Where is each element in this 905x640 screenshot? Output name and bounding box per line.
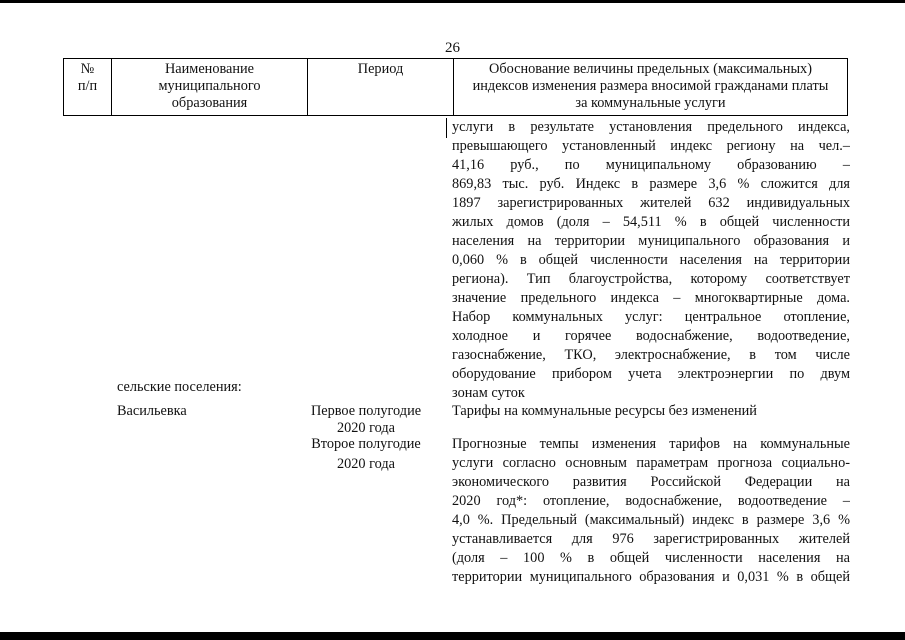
paragraph-line: зонам суток bbox=[452, 385, 525, 401]
paragraph-line: территории муниципального образования и 0,031 % в общей bbox=[452, 569, 850, 585]
paragraph-line: Прогнозные темпы изменения тарифов на коммунальные bbox=[452, 436, 850, 452]
table-header bbox=[63, 58, 848, 116]
paragraph-line: превышающего установленный индекс региону на чел.– bbox=[452, 138, 850, 154]
paragraph-line: 4,0 %. Предельный (максимальный) индекс в размере 3,6 % bbox=[452, 512, 850, 528]
paragraph-line: 1897 зарегистрированных жителей 632 индивидуальных bbox=[452, 195, 850, 211]
header-period-label: Период bbox=[357, 61, 404, 77]
header-name-label: муниципального bbox=[158, 78, 261, 94]
paragraph-line: значение предельного индекса – многоквартирные дома. bbox=[452, 290, 850, 306]
municipality-name: Васильевка bbox=[117, 403, 187, 419]
paragraph-line: населения на территории муниципального образования и bbox=[452, 233, 850, 249]
header-row bbox=[64, 59, 848, 116]
period-line: Первое полугодие bbox=[310, 403, 422, 419]
header-basis-cell bbox=[454, 59, 848, 116]
header-name-label: Наименование bbox=[164, 61, 255, 77]
paragraph-line: региона). Тип благоустройства, которому соответствует bbox=[452, 271, 850, 287]
period-line: 2020 года bbox=[336, 456, 396, 472]
paragraph-line: услуги в результате установления предельного индекса, bbox=[452, 119, 850, 135]
header-number-label: п/п bbox=[77, 78, 98, 94]
header-name-cell bbox=[112, 59, 308, 116]
header-basis-label: Обоснование величины предельных (максимальных) bbox=[489, 61, 812, 77]
period-line: Второе полугодие bbox=[311, 436, 421, 452]
paragraph-line: 41,16 руб., по муниципальному образованию – bbox=[452, 157, 850, 173]
paragraph-line: холодное и горячее водоснабжение, водоотведение, bbox=[452, 328, 850, 344]
paragraph-line: 869,83 тыс. руб. Индекс в размере 3,6 % сложится для bbox=[452, 176, 850, 192]
header-number-cell bbox=[64, 59, 112, 116]
header-basis-label: за коммунальные услуги bbox=[575, 95, 726, 111]
top-border-rule bbox=[0, 0, 905, 3]
section-heading: сельские поселения: bbox=[117, 379, 242, 395]
column-divider bbox=[446, 118, 447, 138]
paragraph-line: услуги согласно основным параметрам прогноза социально- bbox=[452, 455, 850, 471]
header-number-label: № bbox=[80, 61, 95, 77]
paragraph-line: устанавливается для 976 зарегистрированных жителей bbox=[452, 531, 850, 547]
period-line: 2020 года bbox=[336, 420, 396, 436]
paragraph-line: 2020 год*: отопление, водоснабжение, водоотведение – bbox=[452, 493, 850, 509]
header-period-cell bbox=[308, 59, 454, 116]
header-name-label: образования bbox=[171, 95, 248, 111]
header-basis-label: индексов изменения размера вносимой гражданами платы bbox=[472, 78, 829, 94]
paragraph-line: оборудование прибором учета электроэнергии по двум bbox=[452, 366, 850, 382]
bottom-border-rule bbox=[0, 632, 905, 640]
paragraph-line: Набор коммунальных услуг: центральное отопление, bbox=[452, 309, 850, 325]
paragraph-line: экономического развития Российской Федерации на bbox=[452, 474, 850, 490]
basis-first-half: Тарифы на коммунальные ресурсы без изменений bbox=[452, 403, 757, 419]
paragraph-line: 0,060 % в общей численности населения на территории bbox=[452, 252, 850, 268]
paragraph-line: газоснабжение, ТКО, электроснабжение, в том числе bbox=[452, 347, 850, 363]
page-number: 26 bbox=[445, 40, 460, 56]
paragraph-line: жилых домов (доля – 54,511 % в общей численности bbox=[452, 214, 850, 230]
paragraph-line: (доля – 100 % в общей численности населения на bbox=[452, 550, 850, 566]
